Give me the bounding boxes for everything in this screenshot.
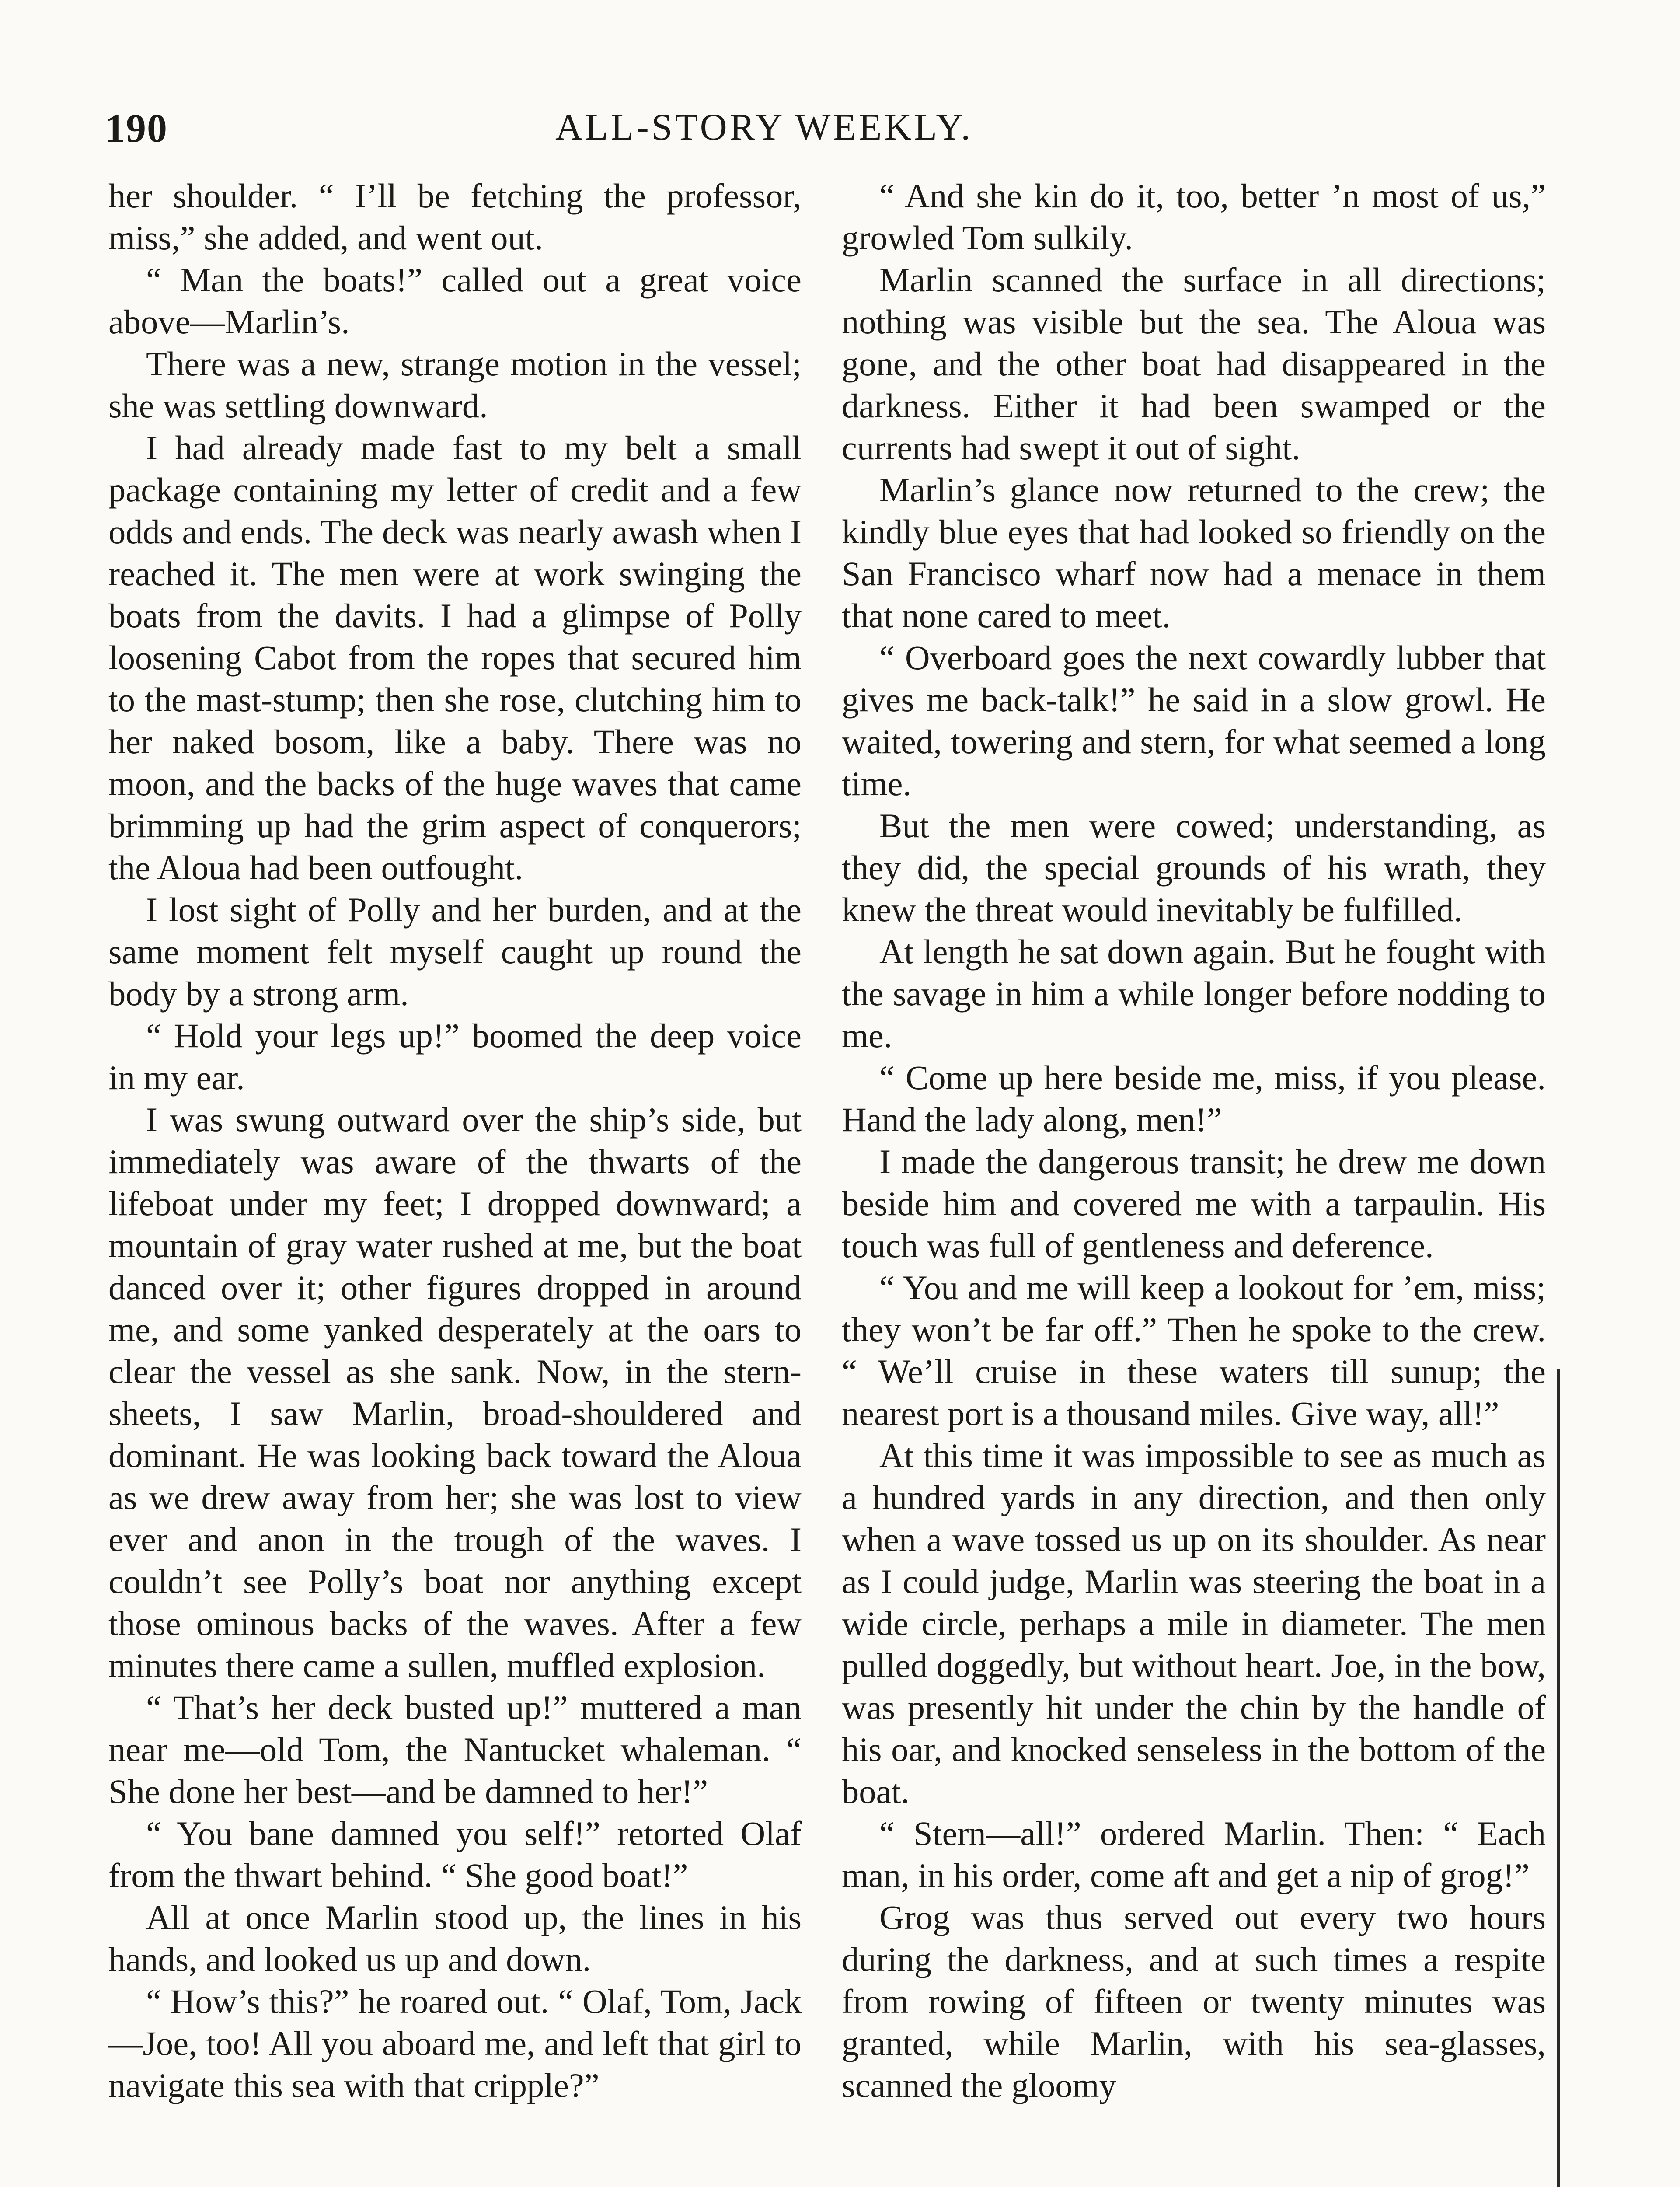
paragraph: Grog was thus served out every two hours during the darkness, and at such times a respite from rowing of fifteen or twenty minutes was granted, while Marlin, with his sea-glasses, scanned the gloomy <box>842 1898 1546 2104</box>
paragraph: her shoulder. “ I’ll be fetching the professor, miss,” she added, and went out. <box>108 177 802 257</box>
paragraph: “ Hold your legs up!” boomed the deep voice in my ear. <box>108 1017 802 1097</box>
page-number: 190 <box>105 106 168 150</box>
paragraph: “ You bane damned you self!” retorted Olaf from the thwart behind. “ She good boat!” <box>108 1814 802 1894</box>
margin-rule <box>1557 1369 1560 2187</box>
paragraph: At length he sat down again. But he fought with the savage in him a while longer before nodding to me. <box>842 933 1546 1055</box>
right-column <box>842 175 1546 2187</box>
left-column <box>108 175 802 2187</box>
paragraph: “ You and me will keep a lookout for ’em, miss; they won’t be far off.” Then he spoke to the crew. “ We’ll cruise in these waters till sunup; the nearest port is a thousand miles. Give way, all!” <box>842 1268 1546 1432</box>
paragraph: “ Stern—all!” ordered Marlin. Then: “ Each man, in his order, come aft and get a nip of grog!” <box>842 1814 1546 1894</box>
paragraph: “ How’s this?” he roared out. “ Olaf, Tom, Jack—Joe, too! All you aboard me, and left that girl to navigate this sea with that cripple?” <box>108 1982 802 2104</box>
paragraph: All at once Marlin stood up, the lines in his hands, and looked us up and down. <box>108 1898 802 1978</box>
paragraph: I lost sight of Polly and her burden, and at the same moment felt myself caught up round the body by a strong arm. <box>108 891 802 1013</box>
paragraph: “ Overboard goes the next cowardly lubber that gives me back-talk!” he said in a slow growl. He waited, towering and stern, for what seemed a long time. <box>842 639 1546 803</box>
paragraph: “ That’s her deck busted up!” muttered a man near me—old Tom, the Nantucket whaleman. “ She done her best—and be damned to her!” <box>108 1688 802 1810</box>
paragraph: But the men were cowed; understanding, as they did, the special grounds of his wrath, they knew the threat would inevitably be fulfilled. <box>842 807 1546 929</box>
paragraph: Marlin’s glance now returned to the crew; the kindly blue eyes that had looked so friendly on the San Francisco wharf now had a menace in them that none cared to meet. <box>842 471 1546 635</box>
paragraph: “ And she kin do it, too, better ’n most of us,” growled Tom sulkily. <box>842 177 1546 257</box>
paragraph: At this time it was impossible to see as much as a hundred yards in any direction, and then only when a wave tossed us up on its shoulder. As near as I could judge, Marlin was steering the boat in a wide circle, perhaps a mile in diameter. The men pulled doggedly, but without heart. Joe, in the bow, was presently hit under the chin by the handle of his oar, and knocked senseless in the bottom of the boat. <box>842 1436 1546 1810</box>
paragraph: “ Man the boats!” called out a great voice above—Marlin’s. <box>108 261 802 341</box>
page-header <box>105 105 1561 157</box>
paragraph: I had already made fast to my belt a small package containing my letter of credit and a few odds and ends. The deck was nearly awash when I reached it. The men were at work swinging the boats from the davits. I had a glimpse of Polly loosening Cabot from the ropes that secured him to the mast-stump; then she rose, clutching him to her naked bosom, like a baby. There was no moon, and the backs of the huge waves that came brimming up had the grim aspect of conquerors; the Aloua had been outfought. <box>108 429 802 887</box>
paragraph: I was swung outward over the ship’s side, but immediately was aware of the thwarts of the lifeboat under my feet; I dropped downward; a mountain of gray water rushed at me, but the boat danced over it; other figures dropped in around me, and some yanked desperately at the oars to clear the vessel as she sank. Now, in the stern-sheets, I saw Marlin, broad-shouldered and dominant. He was looking back toward the Aloua as we drew away from her; she was lost to view ever and anon in the trough of the waves. I couldn’t see Polly’s boat nor anything except those ominous backs of the waves. After a few minutes there came a sullen, muffled explosion. <box>108 1100 802 1684</box>
paragraph: “ Come up here beside me, miss, if you please. Hand the lady along, men!” <box>842 1059 1546 1139</box>
running-title: ALL-STORY WEEKLY. <box>555 106 973 148</box>
paragraph: Marlin scanned the surface in all directions; nothing was visible but the sea. The Aloua was gone, and the other boat had disappeared in the darkness. Either it had been swamped or the currents had swept it out of sight. <box>842 261 1546 467</box>
paragraph: There was a new, strange motion in the vessel; she was settling downward. <box>108 345 802 425</box>
paragraph: I made the dangerous transit; he drew me down beside him and covered me with a tarpaulin. His touch was full of gentleness and deference. <box>842 1142 1546 1265</box>
